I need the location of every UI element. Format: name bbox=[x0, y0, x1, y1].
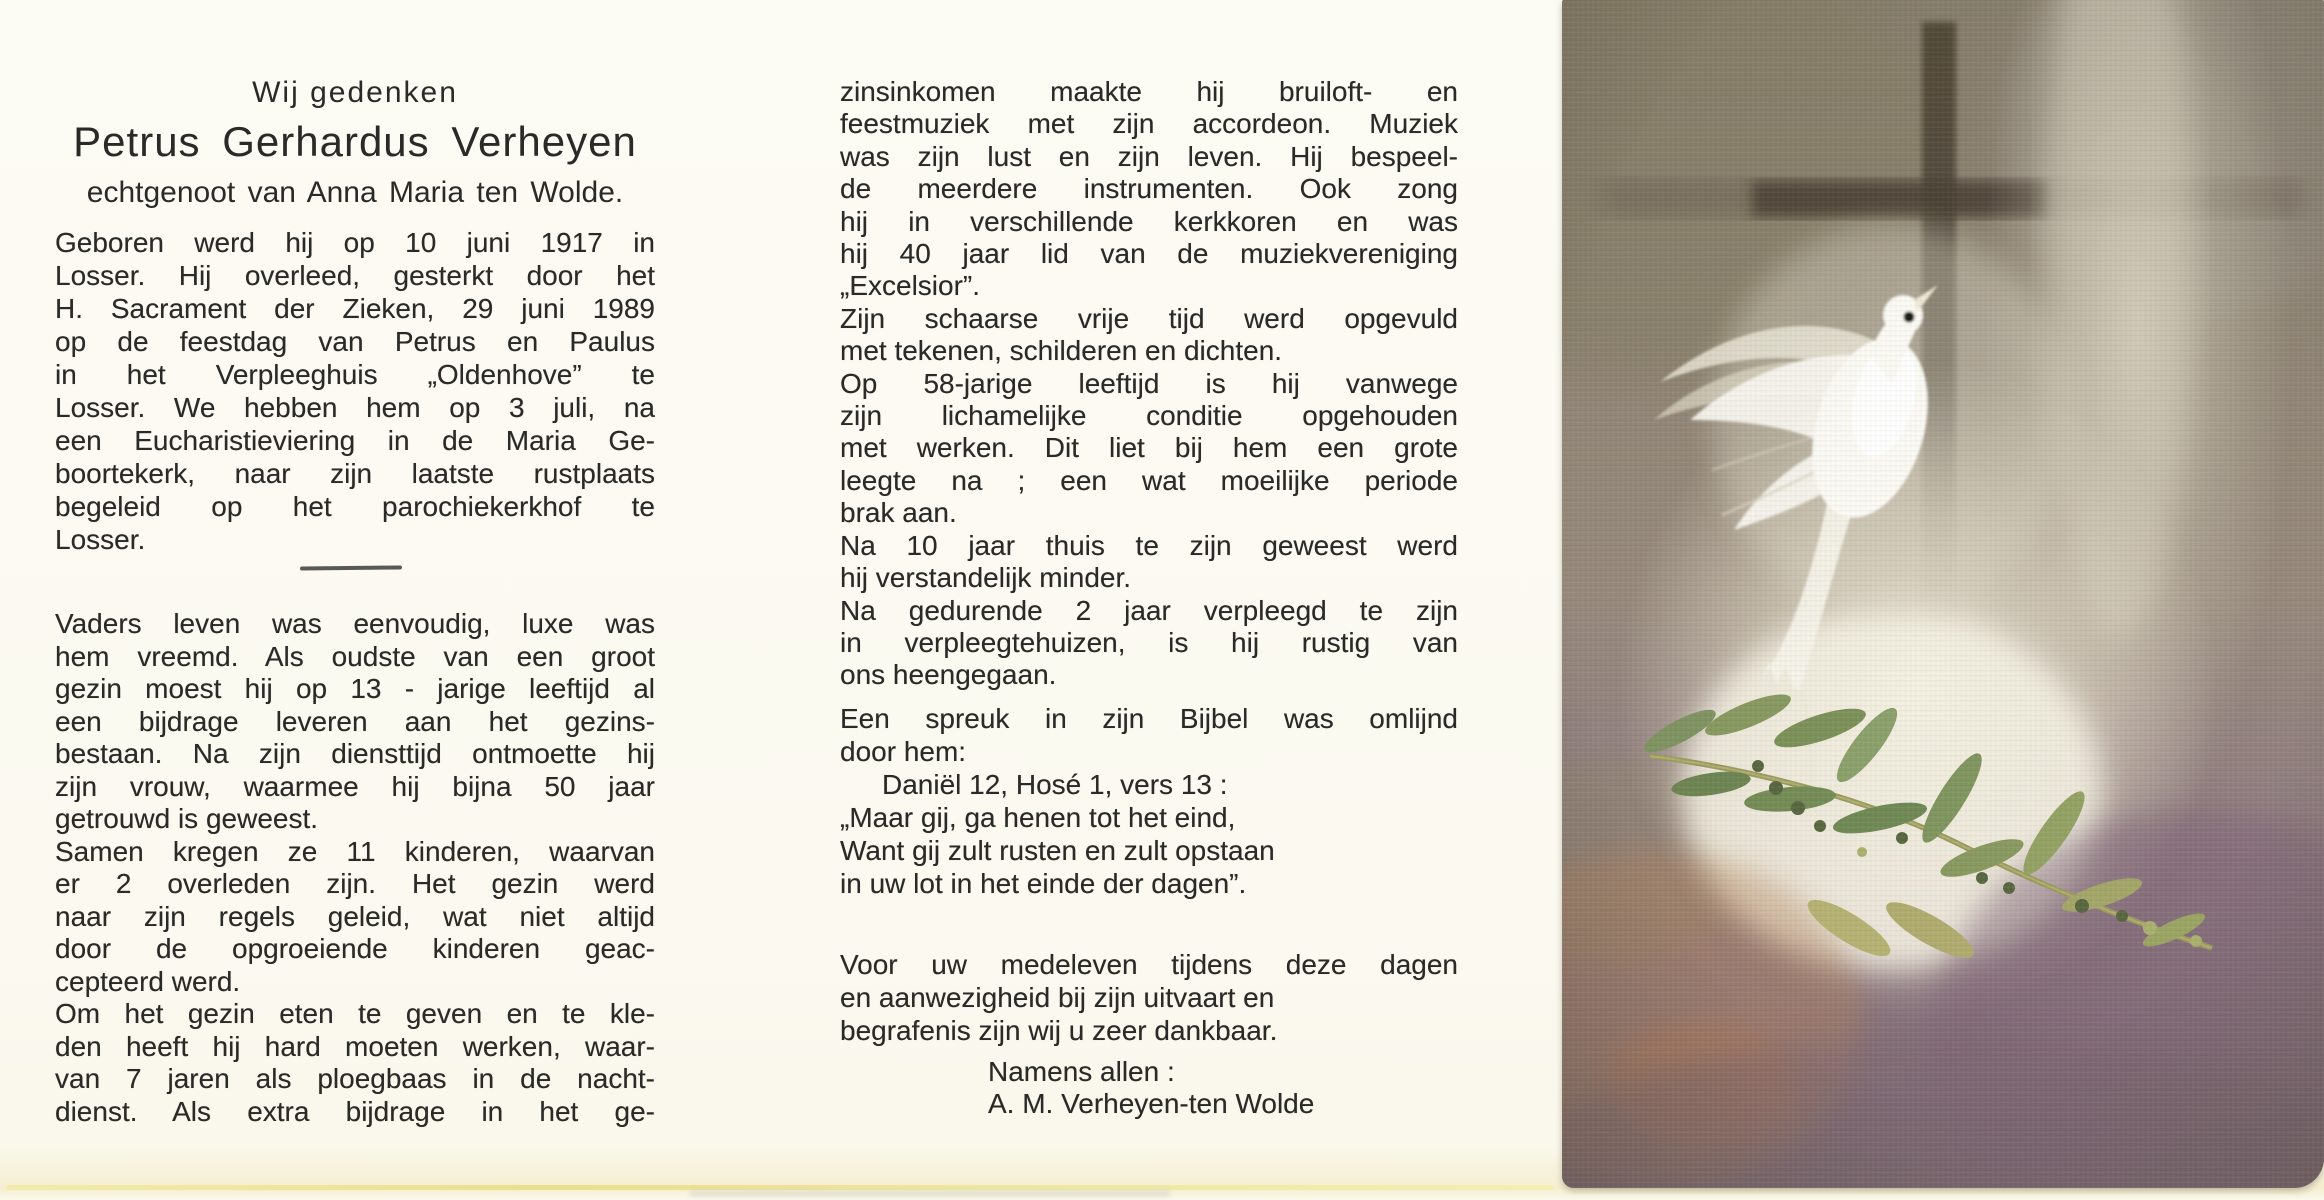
text-line: Zijn schaarse vrije tijd werd opgevuld bbox=[840, 302, 1458, 334]
text-line: was zijn lust en zijn leven. Hij bespeel- bbox=[840, 140, 1458, 172]
text-line: door de opgroeiende kinderen geac- bbox=[55, 933, 655, 964]
text-line: Voor uw medeleven tijdens deze dagen bbox=[840, 949, 1458, 980]
section-divider bbox=[300, 565, 402, 570]
text-line: in uw lot in het einde der dagen”. bbox=[840, 868, 1247, 899]
text-line: leegte na ; een wat moeilijke periode bbox=[840, 464, 1458, 496]
text-line: Losser. bbox=[55, 524, 146, 555]
deceased-name: Petrus Gerhardus Verheyen bbox=[73, 118, 637, 165]
text-line: Na 10 jaar thuis te zijn geweest werd bbox=[840, 529, 1458, 561]
text-line: „Excelsior”. bbox=[840, 270, 981, 302]
card-edge-shadow bbox=[690, 1190, 1170, 1197]
text-line: hij 40 jaar lid van de muziekvereniging bbox=[840, 238, 1458, 270]
bible-quote-paragraph bbox=[840, 702, 1458, 900]
text-line: A. M. Verheyen-ten Wolde bbox=[988, 1088, 1315, 1119]
text-line: met werken. Dit liet bij hem een grote bbox=[840, 432, 1458, 464]
text-line: begeleid op het parochiekerkhof te bbox=[55, 491, 655, 522]
text-line: Vaders leven was eenvoudig, luxe was bbox=[55, 608, 655, 639]
text-line: met tekenen, schilderen en dichten. bbox=[840, 335, 1283, 367]
text-line: Na gedurende 2 jaar verpleegd te zijn bbox=[840, 594, 1458, 626]
text-line: Samen kregen ze 11 kinderen, waarvan bbox=[55, 835, 655, 867]
intro-heading: Wij gedenken bbox=[252, 76, 458, 109]
text-line: zijn vrouw, waarmee hij bijna 50 jaar bbox=[55, 770, 655, 802]
text-line: H. Sacrament der Zieken, 29 juni 1989 bbox=[55, 293, 655, 324]
life-story-paragraph bbox=[840, 76, 1458, 692]
text-line: op de feestdag van Petrus en Paulus bbox=[55, 326, 655, 357]
text-line: cepteerd werd. bbox=[55, 965, 241, 997]
text-line: getrouwd is geweest. bbox=[55, 803, 319, 834]
memorial-painting bbox=[1562, 0, 2324, 1188]
signature-block bbox=[988, 1056, 1458, 1120]
text-line: zinsinkomen maakte hij bruiloft- en bbox=[840, 76, 1458, 107]
text-line: boortekerk, naar zijn laatste rustplaats bbox=[55, 458, 655, 489]
text-line: Geboren werd hij op 10 juni 1917 in bbox=[55, 227, 655, 258]
text-line: de meerdere instrumenten. Ook zong bbox=[840, 173, 1458, 205]
spouse-line: echtgenoot van Anna Maria ten Wolde. bbox=[86, 176, 624, 209]
text-line: in het Verpleeghuis „Oldenhove” te bbox=[55, 359, 655, 390]
text-line: feestmuziek met zijn accordeon. Muziek bbox=[840, 108, 1458, 140]
text-line: een Eucharistieviering in de Maria Ge- bbox=[55, 425, 655, 456]
text-line: en aanwezigheid bij zijn uitvaart en bbox=[840, 982, 1275, 1013]
text-line: Losser. We hebben hem op 3 juli, na bbox=[55, 392, 655, 423]
text-line: hem vreemd. Als oudste van een groot bbox=[55, 640, 655, 672]
text-line: Op 58-jarige leeftijd is hij vanwege bbox=[840, 367, 1458, 399]
text-line: naar zijn regels geleid, wat niet altijd bbox=[55, 900, 655, 932]
text-line: in verpleegtehuizen, is hij rustig van bbox=[840, 626, 1458, 658]
text-line: hij in verschillende kerkkoren en was bbox=[840, 205, 1458, 237]
text-line: zijn lichamelijke conditie opgehouden bbox=[840, 400, 1458, 432]
text-line: Om het gezin eten te geven en te kle- bbox=[55, 998, 655, 1029]
text-line: dienst. Als extra bijdrage in het ge- bbox=[55, 1095, 655, 1127]
text-line: Daniël 12, Hosé 1, vers 13 : bbox=[882, 769, 1228, 800]
text-line: er 2 overleden zijn. Het gezin werd bbox=[55, 868, 655, 899]
text-line: „Maar gij, ga henen tot het eind, bbox=[840, 802, 1236, 833]
text-line: door hem: bbox=[840, 736, 967, 767]
text-line: hij verstandelijk minder. bbox=[840, 562, 1132, 594]
text-line: Losser. Hij overleed, gesterkt door het bbox=[55, 260, 655, 291]
text-line: brak aan. bbox=[840, 497, 957, 529]
text-line: begrafenis zijn wij u zeer dankbaar. bbox=[840, 1015, 1278, 1046]
painting-canvas bbox=[1562, 0, 2324, 1188]
text-line: Een spreuk in zijn Bijbel was omlijnd bbox=[840, 703, 1458, 734]
text-line: Namens allen : bbox=[988, 1056, 1175, 1087]
life-paragraph bbox=[55, 608, 655, 1128]
obituary-paragraph bbox=[55, 226, 655, 556]
painting-vignette bbox=[1562, 0, 2324, 1188]
text-line: den heeft hij hard moeten werken, waar- bbox=[55, 1030, 655, 1062]
thanks-paragraph bbox=[840, 948, 1458, 1047]
text-line: bestaan. Na zijn diensttijd ontmoette hij bbox=[55, 738, 655, 769]
text-line: van 7 jaren als ploegbaas in de nacht- bbox=[55, 1063, 655, 1094]
text-line: ons heengegaan. bbox=[840, 659, 1057, 691]
text-line: gezin moest hij op 13 - jarige leeftijd al bbox=[55, 673, 655, 704]
text-line: Want gij zult rusten en zult opstaan bbox=[840, 835, 1275, 866]
text-line: een bijdrage leveren aan het gezins- bbox=[55, 705, 655, 737]
